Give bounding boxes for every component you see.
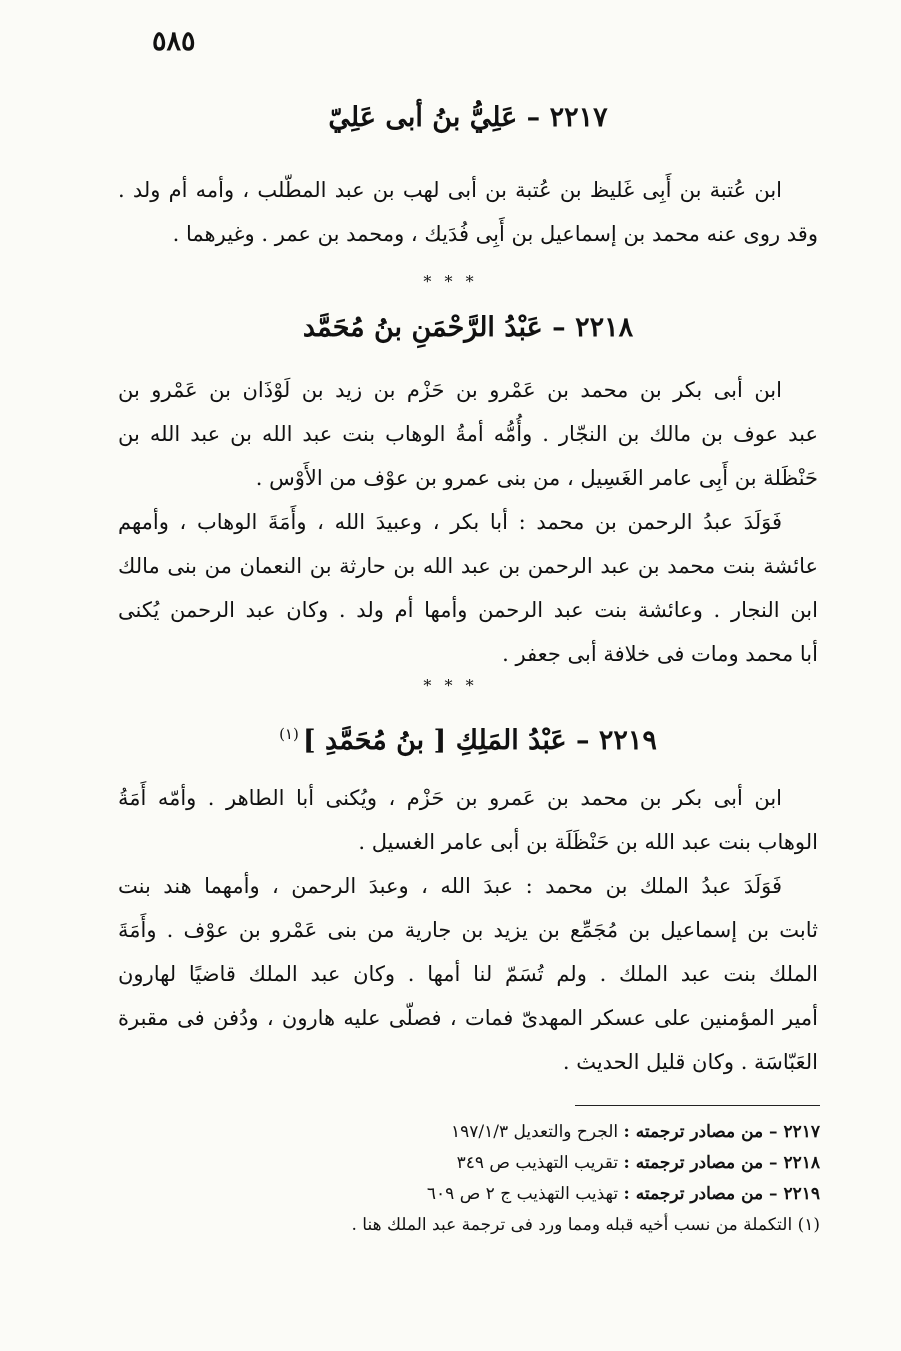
- entry-2219-body: [118, 776, 818, 1084]
- footnote: [270, 1210, 820, 1241]
- entry-2218-body: [118, 368, 818, 676]
- text-line: ابن عُتبة بن أَبِى غَليظ بن عُتبة بن أبى لهب بن عبد المطّلب ، وأمه أم ولد .: [118, 178, 782, 202]
- paragraph: [118, 500, 818, 676]
- text-line: الوهاب بنت عبد الله بن حَنْظَلَة بن أبى عامر الغسيل .: [358, 830, 818, 854]
- entry-2217-body: [118, 168, 818, 256]
- text-line: فَوَلَدَ عبدُ الملك بن محمد : عبدَ الله ، وعبدَ الرحمن ، وأمهما هند بنت: [118, 874, 782, 898]
- footnote: [270, 1117, 820, 1148]
- footnote: [270, 1179, 820, 1210]
- entry-2219: [118, 712, 818, 763]
- text-line: الملك بنت عبد الملك . ولم تُسَمّ لنا أمها . وكان عبد الملك قاضيًا لهارون: [118, 962, 818, 986]
- footnote-text: تقريب التهذيب ص ٣٤٩: [456, 1153, 619, 1173]
- footnote-label: ٢٢١٩ – من مصادر ترجمته :: [623, 1184, 820, 1204]
- text-line: ثابت بن إسماعيل بن مُجَمِّع بن يزيد بن جارية من بنى عَمْرو بن عوْف . وأَمَةَ: [118, 918, 818, 942]
- paragraph: [118, 864, 818, 1084]
- footnote-divider: [575, 1105, 820, 1106]
- footnote-label: ٢٢١٨ – من مصادر ترجمته :: [623, 1153, 820, 1173]
- entry-heading: [118, 712, 818, 763]
- entry-heading-text: ٢٢١٩ – عَبْدُ المَلِكِ [ بنُ مُحَمَّدِ ]: [302, 725, 657, 756]
- text-line: فَوَلَدَ عبدُ الرحمن بن محمد : أبا بكر ، وعبيدَ الله ، وأَمَةَ الوهاب ، وأمهم: [118, 510, 782, 534]
- text-line: أمير المؤمنين على عسكر المهدىّ فمات ، فصلّى عليه هارون ، ودُفن فى مقبرة: [118, 1006, 818, 1030]
- text-line: ابن النجار . وعائشة بنت عبد الرحمن وأمها أم ولد . وكان عبد الرحمن يُكنى: [118, 598, 818, 622]
- text-line: ابن أبى بكر بن محمد بن عَمرو بن حَزْم ، ويُكنى أبا الطاهر . وأمّه أَمَةُ: [118, 786, 782, 810]
- text-line: وقد روى عنه محمد بن إسماعيل بن أَبِى فُدَيك ، ومحمد بن عمر . وغيرهما .: [172, 222, 818, 246]
- section-separator: * * *: [423, 676, 478, 695]
- text-line: ابن أبى بكر بن محمد بن عَمْرو بن حَزْم بن زيد بن لَوْذَان بن عَمْرو بن: [118, 378, 782, 402]
- paragraph: [118, 368, 818, 500]
- entry-2217: [118, 96, 818, 140]
- footnote-text: تهذيب التهذيب ج ٢ ص ٦٠٩: [426, 1184, 619, 1204]
- paragraph: [118, 168, 818, 256]
- text-line: أبا محمد ومات فى خلافة أبى جعفر .: [502, 642, 818, 666]
- footnote-text: التكملة من نسب أخيه قبله ومما ورد فى ترجمة عبد الملك هنا .: [351, 1215, 793, 1235]
- entry-heading: ٢٢١٧ – عَلِيُّ بنُ أبى عَلِيّ: [328, 102, 608, 133]
- footnote-text: الجرح والتعديل ١٩٧/١/٣: [451, 1122, 619, 1142]
- text-line: عبد عوف بن مالك بن النجّار . وأُمُّه أمةُ الوهاب بنت عبد الله بن عبد الله بن: [118, 422, 818, 446]
- text-line: عائشة بنت محمد بن عبد الرحمن بن عبد الله بن حارثة بن النعمان من بنى مالك: [118, 554, 818, 578]
- text-line: العَبّاسَة . وكان قليل الحديث .: [562, 1050, 818, 1074]
- footnote: [270, 1148, 820, 1179]
- footnote-label: (١): [797, 1215, 820, 1235]
- page-number: ٥٨٥: [152, 26, 196, 57]
- footnote-marker: (١): [279, 725, 299, 743]
- footnote-label: ٢٢١٧ – من مصادر ترجمته :: [623, 1122, 820, 1142]
- paragraph: [118, 776, 818, 864]
- footnotes: [270, 1117, 820, 1241]
- section-separator: * * *: [423, 272, 478, 291]
- text-line: حَنْظَلة بن أَبِى عامر الغَسِيل ، من بنى عمرو بن عوْف من الأَوْس .: [255, 466, 818, 490]
- entry-2218: [118, 306, 818, 350]
- entry-heading: ٢٢١٨ – عَبْدُ الرَّحْمَنِ بنُ مُحَمَّد: [302, 312, 634, 343]
